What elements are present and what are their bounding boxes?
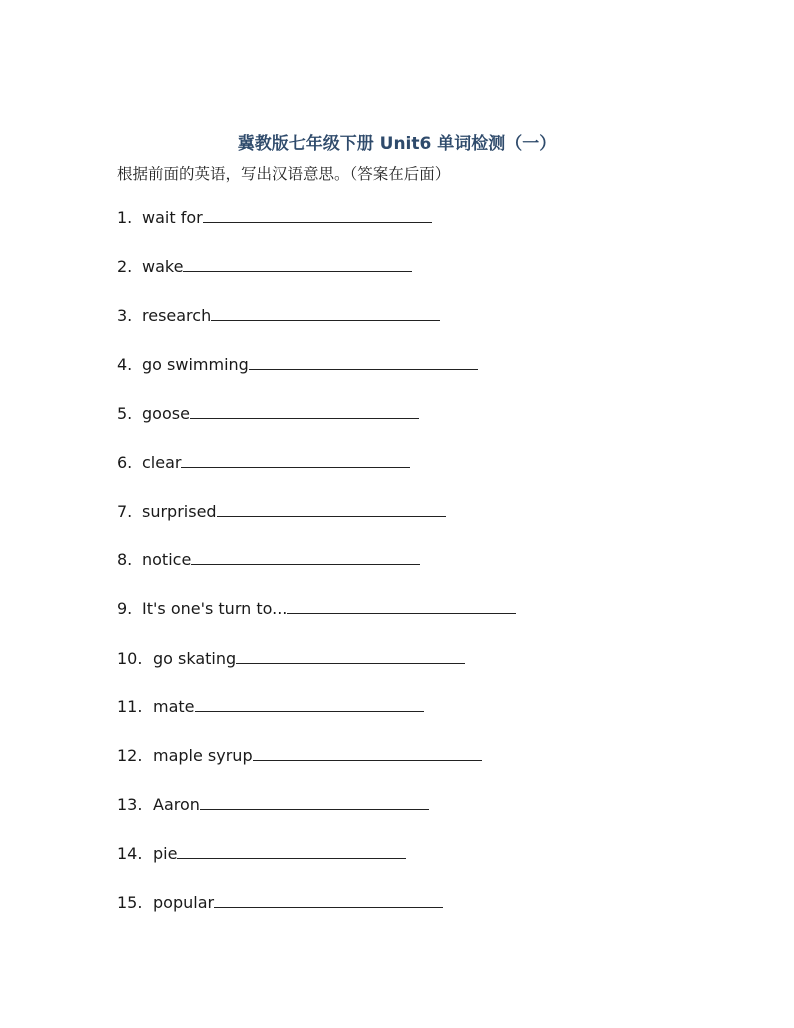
list-item — [117, 203, 432, 227]
list-item — [117, 448, 410, 472]
answer-blank[interactable] — [190, 417, 419, 419]
answer-blank[interactable] — [253, 759, 482, 761]
list-item — [117, 839, 406, 863]
item-word: goose — [142, 404, 190, 423]
item-number: 4. — [117, 355, 133, 374]
item-word: surprised — [142, 502, 217, 521]
item-number: 6. — [117, 453, 133, 472]
item-number: 12. — [117, 746, 143, 765]
list-item — [117, 301, 440, 325]
list-item — [117, 594, 516, 618]
answer-blank[interactable] — [287, 612, 516, 614]
item-number: 9. — [117, 599, 133, 618]
answer-blank[interactable] — [211, 319, 440, 321]
list-item — [117, 545, 420, 569]
list-item — [117, 692, 424, 716]
list-item — [117, 497, 446, 521]
item-word: mate — [153, 697, 195, 716]
answer-blank[interactable] — [214, 906, 443, 908]
item-number: 1. — [117, 208, 133, 227]
item-word: notice — [142, 550, 192, 569]
item-word: go swimming — [142, 355, 249, 374]
answer-blank[interactable] — [217, 515, 446, 517]
answer-blank[interactable] — [200, 808, 429, 810]
instruction-text: 根据前面的英语，写出汉语意思。（答案在后面） — [117, 165, 451, 183]
item-word: research — [142, 306, 212, 325]
item-word: wake — [142, 257, 184, 276]
answer-blank[interactable] — [177, 857, 406, 859]
item-number: 2. — [117, 257, 133, 276]
list-item — [117, 252, 412, 276]
item-number: 13. — [117, 795, 143, 814]
item-number: 7. — [117, 502, 133, 521]
item-word: maple syrup — [153, 746, 253, 765]
answer-blank[interactable] — [249, 368, 478, 370]
list-item — [117, 399, 419, 423]
item-number: 8. — [117, 550, 133, 569]
item-word: go skating — [153, 649, 237, 668]
item-word: Aaron — [153, 795, 200, 814]
answer-blank[interactable] — [181, 466, 410, 468]
page-title: 冀教版七年级下册 Unit6 单词检测（一） — [237, 134, 557, 154]
item-number: 15. — [117, 893, 143, 912]
item-number: 10. — [117, 649, 143, 668]
list-item — [117, 350, 478, 374]
list-item — [117, 888, 443, 912]
item-word: wait for — [142, 208, 203, 227]
answer-blank[interactable] — [183, 270, 412, 272]
list-item — [117, 741, 482, 765]
list-item — [117, 790, 429, 814]
answer-blank[interactable] — [191, 563, 420, 565]
item-word: It's one's turn to... — [142, 599, 288, 618]
item-word: pie — [153, 844, 178, 863]
item-word: popular — [153, 893, 215, 912]
item-word: clear — [142, 453, 182, 472]
answer-blank[interactable] — [203, 221, 432, 223]
item-number: 11. — [117, 697, 143, 716]
answer-blank[interactable] — [236, 662, 465, 664]
item-number: 5. — [117, 404, 133, 423]
answer-blank[interactable] — [195, 710, 424, 712]
item-number: 3. — [117, 306, 133, 325]
list-item — [117, 644, 465, 668]
item-number: 14. — [117, 844, 143, 863]
